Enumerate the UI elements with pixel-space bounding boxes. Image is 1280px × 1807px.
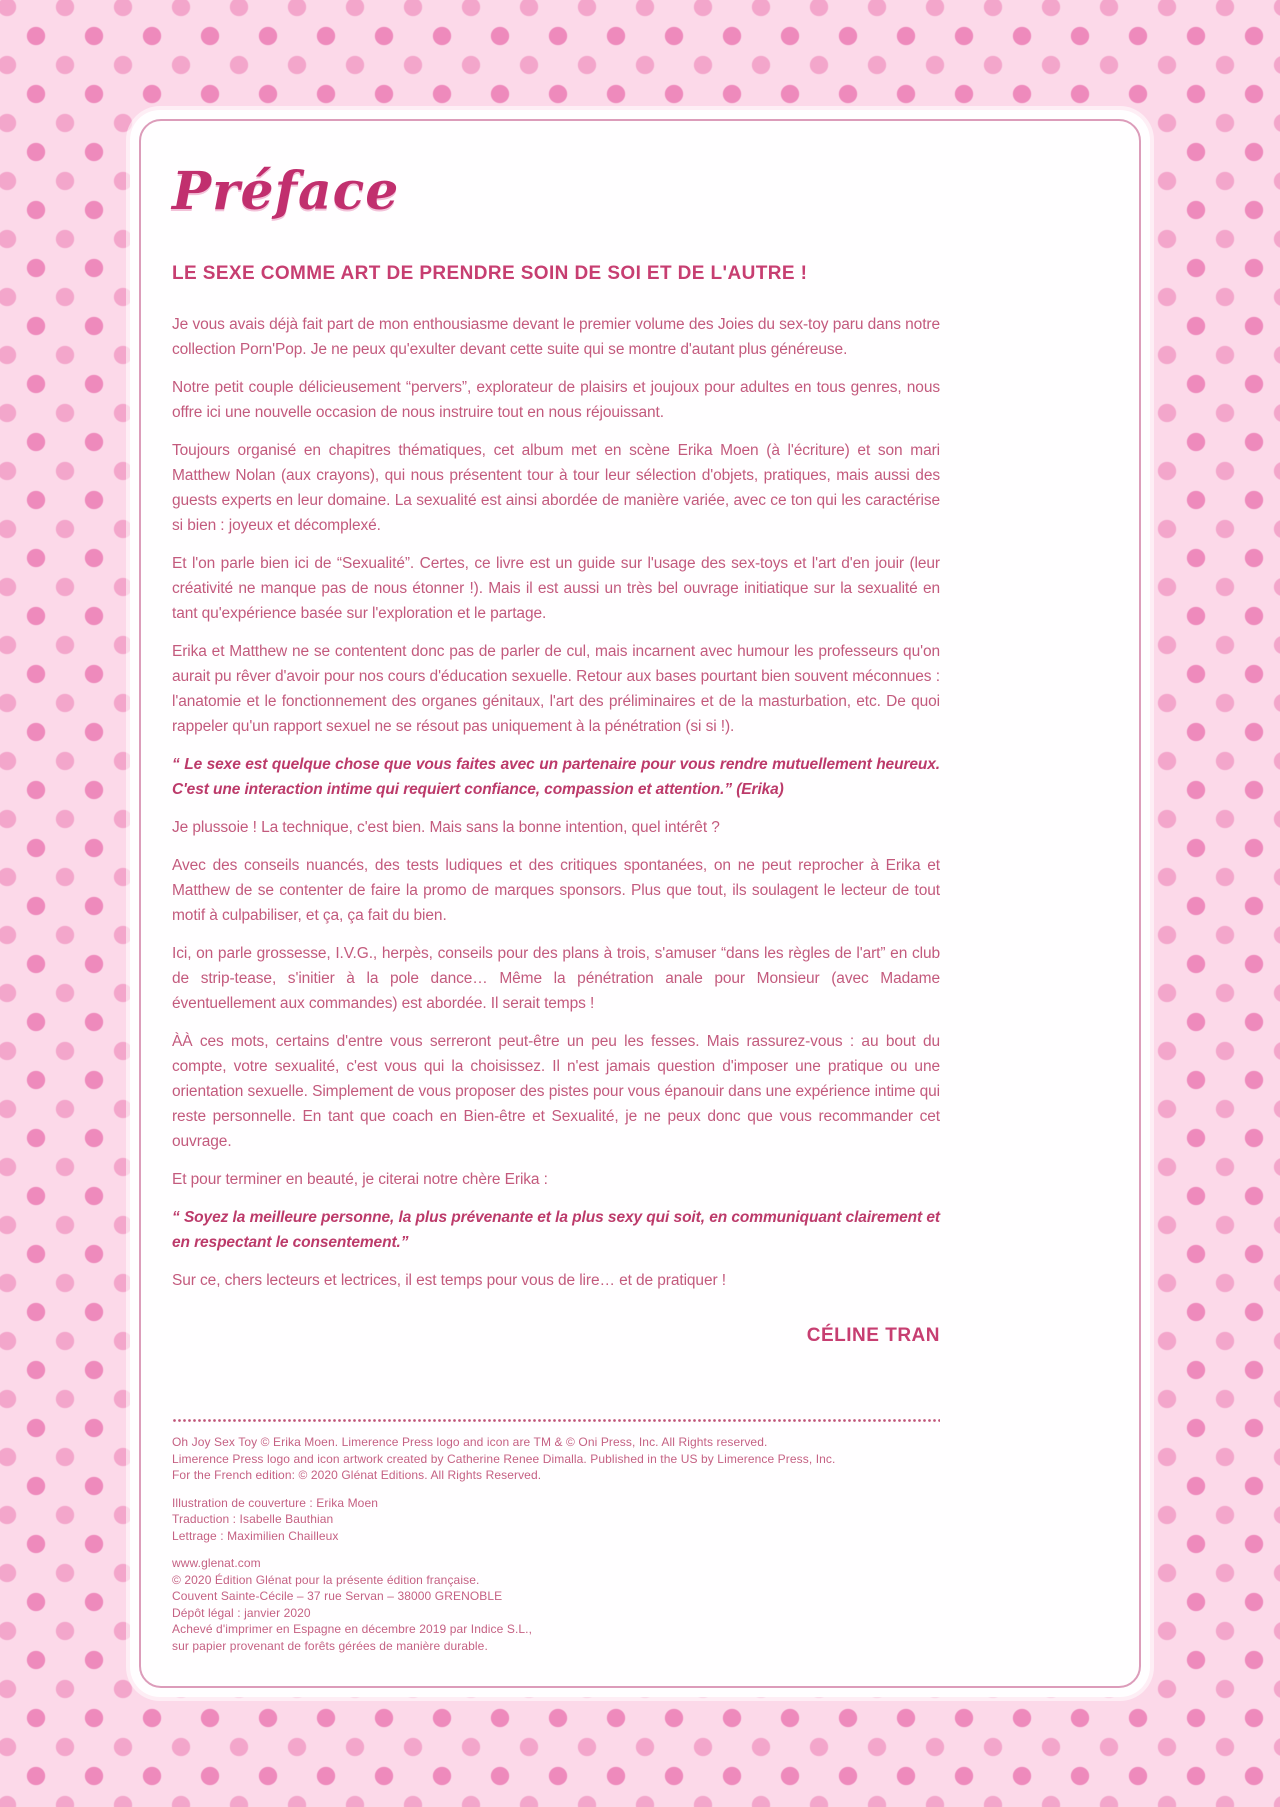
paragraph: Et pour terminer en beauté, je citerai notre chère Erika :	[172, 1171, 548, 1188]
credit-lines	[172, 1495, 940, 1545]
legal-lines	[172, 1434, 940, 1484]
paragraph: “ Soyez la meilleure personne, la plus prévenante et la plus sexy qui soit, en communiquant clairement et en respectant le consentement.”	[172, 1209, 940, 1251]
paragraph: Sur ce, chers lecteurs et lectrices, il est temps pour vous de lire… et de pratiquer !	[172, 1272, 726, 1289]
paragraph: “ Le sexe est quelque chose que vous faites avec un partenaire pour vous rendre mutuellement heureux. C'est une interaction intime qui requiert confiance, compassion et attention.” (Erika)	[172, 756, 940, 798]
paragraph: Notre petit couple délicieusement “pervers”, explorateur de plaisirs et joujoux pour adultes en tous genres, nous offre ici une nouvelle occasion de nous instruire tout en nous réjouissant.	[172, 379, 940, 421]
paragraph: Et l'on parle bien ici de “Sexualité”. Certes, ce livre est un guide sur l'usage des sex-toys et l'art d'en jouir (leur créativité ne manque pas de nous étonner !). Mais il est aussi un très bel ouvrage initiatique sur la sexualité en tant qu'expérience basée sur l'exploration et le partage.	[172, 555, 940, 622]
imprint-line: www.glenat.com	[172, 1556, 261, 1570]
paragraph: ÀÀ ces mots, certains d'entre vous serreront peut-être un peu les fesses. Mais rassurez-vous : au bout du compte, votre sexualité, c'est vous qui la choisissez. Il n'est jamais question d'imposer une pratique ou une orientation sexuelle. Simplement de vous proposer des pistes pour vous épanouir dans une expérience intime qui reste personnelle. En tant que coach en Bien-être et Sexualité, je ne peux donc que vous recommander cet ouvrage.	[172, 1033, 940, 1150]
preface-heading: LE SEXE COMME ART DE PRENDRE SOIN DE SOI ET DE L'AUTRE !	[172, 263, 808, 284]
legal-line: Oh Joy Sex Toy © Erika Moen. Limerence Press logo and icon are TM & © Oni Press, Inc. All Rights reserved.	[172, 1435, 768, 1449]
paragraph: Je plussoie ! La technique, c'est bien. Mais sans la bonne intention, quel intérêt ?	[172, 819, 720, 836]
paragraph: Je vous avais déjà fait part de mon enthousiasme devant le premier volume des Joies du sex-toy paru dans notre collection Porn'Pop. Je ne peux qu'exulter devant cette suite qui se montre d'autant plus généreuse.	[172, 316, 940, 358]
credit-line: Traduction : Isabelle Bauthian	[172, 1512, 334, 1526]
paragraph: Avec des conseils nuancés, des tests ludiques et des critiques spontanées, on ne peut reprocher à Erika et Matthew de se contenter de faire la promo de marques sponsors. Plus que tout, ils soulagent le lecteur de tout motif à culpabiliser, et ça, ça fait du bien.	[172, 857, 940, 924]
preface-content	[172, 110, 940, 1654]
preface-body	[172, 312, 940, 1293]
preface-card	[130, 110, 1150, 1697]
imprint-line: Couvent Sainte-Cécile – 37 rue Servan – 38000 GRENOBLE	[172, 1589, 503, 1603]
dotted-separator	[172, 1419, 940, 1422]
imprint-line: © 2020 Édition Glénat pour la présente édition française.	[172, 1572, 480, 1587]
imprint-line: Achevé d'imprimer en Espagne en décembre 2019 par Indice S.L.,	[172, 1622, 533, 1636]
credit-line: Illustration de couverture : Erika Moen	[172, 1495, 378, 1510]
paragraph: Erika et Matthew ne se contentent donc pas de parler de cul, mais incarnent avec humour les professeurs qu'on aurait pu rêver d'avoir pour nos cours d'éducation sexuelle. Retour aux bases pourtant bien souvent méconnues : l'anatomie et le fonctionnement des organes génitaux, l'art des préliminaires et de la masturbation, etc. De quoi rappeler qu'un rapport sexuel ne se résout pas uniquement à la pénétration (si si !).	[172, 643, 940, 735]
author-signature: CÉLINE TRAN	[806, 1325, 940, 1346]
credit-line: Lettrage : Maximilien Chailleux	[172, 1528, 339, 1543]
imprint-lines	[172, 1555, 940, 1654]
paragraph: Ici, on parle grossesse, I.V.G., herpès, conseils pour des plans à trois, s'amuser “dans les règles de l'art” en club de strip-tease, s'initier à la pole dance… Même la pénétration anale pour Monsieur (avec Madame éventuellement aux commandes) est abordée. Il serait temps !	[172, 945, 940, 1012]
colophon	[172, 1434, 940, 1654]
legal-line: Limerence Press logo and icon artwork created by Catherine Renee Dimalla. Published in the US by Limerence Press, Inc.	[172, 1451, 836, 1466]
imprint-line: sur papier provenant de forêts gérées de manière durable.	[172, 1638, 488, 1653]
imprint-line: Dépôt légal : janvier 2020	[172, 1605, 311, 1620]
paragraph: Toujours organisé en chapitres thématiques, cet album met en scène Erika Moen (à l'écriture) et son mari Matthew Nolan (aux crayons), qui nous présentent tour à tour leur sélection d'objets, pratiques, mais aussi des guests experts en leur domaine. La sexualité est ainsi abordée de manière variée, avec ce ton qui les caractérise si bien : joyeux et décomplexé.	[172, 442, 940, 534]
legal-line: For the French edition: © 2020 Glénat Editions. All Rights Reserved.	[172, 1468, 542, 1482]
page-title: Préface	[172, 161, 400, 222]
